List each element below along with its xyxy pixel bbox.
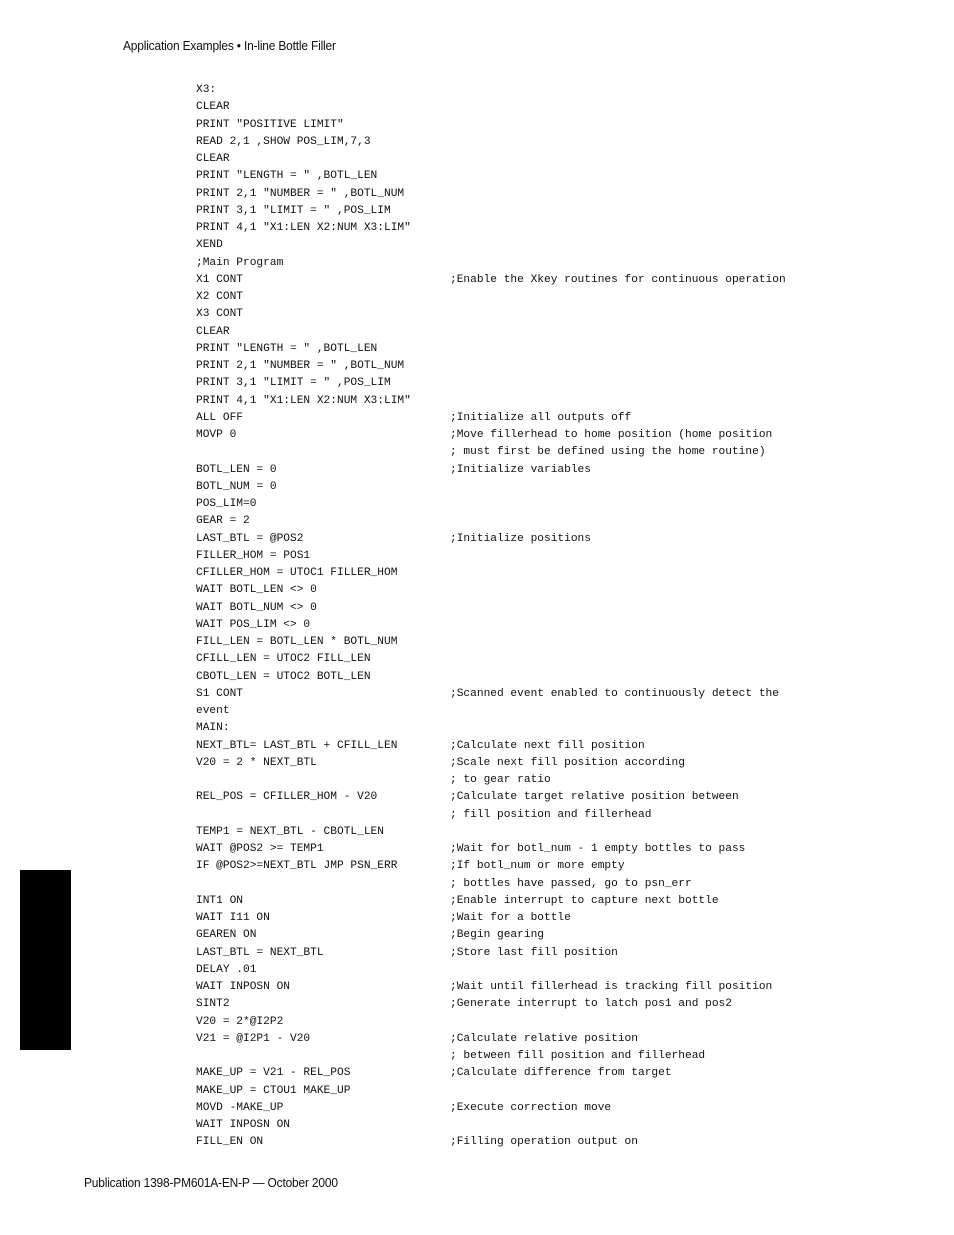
code-statement: LAST_BTL = NEXT_BTL <box>196 946 324 959</box>
code-statement: PRINT 4,1 "X1:LEN X2:NUM X3:LIM" <box>196 394 411 407</box>
code-comment <box>450 669 916 686</box>
code-line <box>196 893 916 910</box>
code-statement: X3: <box>196 84 217 96</box>
code-line <box>196 720 916 737</box>
code-statement: V21 = @I2P1 - V20 <box>196 1032 311 1045</box>
code-statement: INT1 ON <box>196 894 243 907</box>
code-statement: POS_LIM=0 <box>196 498 257 510</box>
code-line <box>196 117 916 134</box>
code-statement: REL_POS = CFILLER_HOM - V20 <box>196 791 378 804</box>
code-comment: ;Store last fill position <box>450 946 618 959</box>
code-line <box>196 1083 916 1100</box>
code-line <box>196 220 916 237</box>
code-line <box>196 669 916 686</box>
code-comment: ;Begin gearing <box>450 929 544 942</box>
code-comment: ;Enable interrupt to capture next bottle <box>450 894 719 907</box>
code-statement: BOTL_NUM = 0 <box>196 480 277 493</box>
chapter-side-tab <box>20 870 71 1050</box>
code-line <box>196 393 916 410</box>
code-line <box>196 979 916 996</box>
code-line <box>196 927 916 944</box>
code-comment <box>450 479 916 496</box>
code-comment <box>450 186 916 203</box>
code-line <box>196 651 916 668</box>
code-line <box>196 582 916 599</box>
code-statement: CLEAR <box>196 153 230 165</box>
code-line <box>196 755 916 772</box>
code-line <box>196 496 916 513</box>
code-comment: ;Move fillerhead to home position (home position <box>450 429 773 441</box>
code-comment: ;Calculate target relative position between <box>450 791 739 804</box>
code-line <box>196 962 916 979</box>
code-comment <box>450 134 916 151</box>
code-statement: DELAY .01 <box>196 963 257 976</box>
code-line <box>196 99 916 116</box>
code-comment <box>450 203 916 220</box>
code-statement: BOTL_LEN = 0 <box>196 463 277 476</box>
code-statement: X1 CONT <box>196 273 243 286</box>
code-line <box>196 186 916 203</box>
code-comment: ;Filling operation output on <box>450 1136 638 1149</box>
code-comment <box>450 548 916 565</box>
code-statement: MOVD -MAKE_UP <box>196 1101 284 1114</box>
code-line <box>196 134 916 151</box>
code-comment <box>450 289 916 306</box>
code-line <box>196 151 916 168</box>
code-statement: GEAREN ON <box>196 929 257 942</box>
code-statement: FILL_EN ON <box>196 1136 264 1149</box>
code-line <box>196 876 916 893</box>
code-comment: ; must first be defined using the home routine) <box>450 446 766 459</box>
code-line <box>196 1031 916 1048</box>
code-comment: ;Calculate difference from target <box>450 1067 672 1080</box>
code-comment <box>450 600 916 617</box>
code-statement: WAIT BOTL_LEN <> 0 <box>196 584 317 597</box>
code-line <box>196 375 916 392</box>
code-statement: CBOTL_LEN = UTOC2 BOTL_LEN <box>196 670 371 683</box>
code-statement: MAIN: <box>196 722 230 735</box>
code-comment: ;Execute correction move <box>450 1101 612 1114</box>
code-statement: LAST_BTL = @POS2 <box>196 532 304 545</box>
code-line <box>196 1065 916 1082</box>
code-comment <box>450 496 916 513</box>
code-statement: V20 = 2 * NEXT_BTL <box>196 756 317 769</box>
code-statement: PRINT "POSITIVE LIMIT" <box>196 118 344 131</box>
code-line <box>196 306 916 323</box>
code-comment: ;Wait until fillerhead is tracking fill position <box>450 981 773 993</box>
code-line <box>196 462 916 479</box>
code-line <box>196 703 916 720</box>
code-comment <box>450 99 916 116</box>
code-line <box>196 634 916 651</box>
code-comment <box>450 220 916 237</box>
code-statement: NEXT_BTL= LAST_BTL + CFILL_LEN <box>196 739 398 752</box>
code-line <box>196 358 916 375</box>
code-comment <box>450 1083 916 1100</box>
code-line <box>196 1134 916 1151</box>
code-statement: SINT2 <box>196 998 230 1011</box>
code-statement: CFILLER_HOM = UTOC1 FILLER_HOM <box>196 567 398 579</box>
code-comment <box>450 341 916 358</box>
code-line <box>196 1048 916 1065</box>
code-comment <box>450 375 916 392</box>
code-line <box>196 1014 916 1031</box>
code-line <box>196 444 916 461</box>
code-line <box>196 531 916 548</box>
page-header: Application Examples • In-line Bottle Filler <box>123 38 336 53</box>
code-line <box>196 1100 916 1117</box>
code-statement: PRINT 3,1 "LIMIT = " ,POS_LIM <box>196 204 391 217</box>
code-line <box>196 237 916 254</box>
code-comment <box>450 962 916 979</box>
code-line <box>196 858 916 875</box>
code-statement: CFILL_LEN = UTOC2 FILL_LEN <box>196 653 371 666</box>
code-statement: IF @POS2>=NEXT_BTL JMP PSN_ERR <box>196 860 398 873</box>
code-statement <box>196 444 450 461</box>
code-comment <box>450 324 916 341</box>
code-comment <box>450 513 916 530</box>
code-comment: ;If botl_num or more empty <box>450 860 625 873</box>
code-comment: ;Scanned event enabled to continuously detect the <box>450 687 779 700</box>
code-statement: GEAR = 2 <box>196 515 250 528</box>
code-statement <box>196 772 450 789</box>
code-comment <box>450 168 916 185</box>
code-statement: X2 CONT <box>196 291 243 303</box>
code-statement: MAKE_UP = CTOU1 MAKE_UP <box>196 1084 351 1097</box>
code-statement: FILL_LEN = BOTL_LEN * BOTL_NUM <box>196 636 398 648</box>
code-line <box>196 600 916 617</box>
code-comment <box>450 824 916 841</box>
code-line <box>196 548 916 565</box>
page-footer: Publication 1398-PM601A-EN-P — October 2000 <box>84 1175 338 1190</box>
code-comment <box>450 82 916 99</box>
code-line <box>196 1117 916 1134</box>
code-statement <box>196 876 450 893</box>
code-comment <box>450 306 916 323</box>
code-statement <box>196 807 450 824</box>
code-line <box>196 203 916 220</box>
code-statement: PRINT 4,1 "X1:LEN X2:NUM X3:LIM" <box>196 222 411 234</box>
code-comment: ;Initialize positions <box>450 532 591 545</box>
code-comment <box>450 237 916 254</box>
code-comment: ;Scale next fill position according <box>450 756 685 769</box>
code-statement <box>196 1048 450 1065</box>
code-line <box>196 513 916 530</box>
code-comment: ;Wait for botl_num - 1 empty bottles to pass <box>450 843 746 855</box>
code-line <box>196 807 916 824</box>
code-line <box>196 427 916 444</box>
code-line <box>196 341 916 358</box>
code-comment <box>450 720 916 737</box>
code-statement: MOVP 0 <box>196 429 237 441</box>
code-listing <box>196 82 916 1152</box>
code-comment: ; to gear ratio <box>450 774 551 786</box>
code-statement: WAIT BOTL_NUM <> 0 <box>196 601 317 614</box>
code-statement: MAKE_UP = V21 - REL_POS <box>196 1067 351 1080</box>
code-comment: ;Generate interrupt to latch pos1 and pos2 <box>450 998 732 1011</box>
code-statement: FILLER_HOM = POS1 <box>196 549 311 562</box>
code-line <box>196 168 916 185</box>
code-comment <box>450 634 916 651</box>
code-comment: ;Wait for a bottle <box>450 912 571 924</box>
code-statement: ;Main Program <box>196 256 284 269</box>
code-line <box>196 789 916 806</box>
code-comment <box>450 255 916 272</box>
code-comment <box>450 565 916 582</box>
code-line <box>196 686 916 703</box>
code-line <box>196 324 916 341</box>
code-comment <box>450 151 916 168</box>
code-statement: WAIT POS_LIM <> 0 <box>196 618 311 631</box>
code-line <box>196 772 916 789</box>
code-statement: PRINT "LENGTH = " ,BOTL_LEN <box>196 170 378 183</box>
code-comment: ;Initialize all outputs off <box>450 411 632 424</box>
code-comment: ;Calculate relative position <box>450 1032 638 1045</box>
code-comment <box>450 393 916 410</box>
code-statement: X3 CONT <box>196 308 243 321</box>
code-statement: PRINT 3,1 "LIMIT = " ,POS_LIM <box>196 377 391 390</box>
code-statement: CLEAR <box>196 325 230 338</box>
code-comment <box>450 617 916 634</box>
code-statement: WAIT @POS2 >= TEMP1 <box>196 843 324 855</box>
code-line <box>196 479 916 496</box>
code-comment: ; fill position and fillerhead <box>450 808 652 821</box>
code-statement: PRINT 2,1 "NUMBER = " ,BOTL_NUM <box>196 360 405 372</box>
code-comment: ;Calculate next fill position <box>450 739 645 752</box>
code-statement: WAIT INPOSN ON <box>196 1119 290 1131</box>
code-statement: PRINT 2,1 "NUMBER = " ,BOTL_NUM <box>196 187 405 200</box>
code-comment: ;Initialize variables <box>450 463 591 476</box>
code-line <box>196 945 916 962</box>
code-comment <box>450 1117 916 1134</box>
code-statement: S1 CONT <box>196 687 243 700</box>
code-statement: CLEAR <box>196 101 230 114</box>
code-line <box>196 910 916 927</box>
code-statement: READ 2,1 ,SHOW POS_LIM,7,3 <box>196 135 371 148</box>
code-comment <box>450 703 916 720</box>
code-statement: V20 = 2*@I2P2 <box>196 1015 284 1028</box>
code-statement: event <box>196 705 230 717</box>
code-line <box>196 841 916 858</box>
code-statement: ALL OFF <box>196 411 243 424</box>
code-statement: PRINT "LENGTH = " ,BOTL_LEN <box>196 342 378 355</box>
code-line <box>196 565 916 582</box>
code-comment: ; bottles have passed, go to psn_err <box>450 877 692 890</box>
code-line <box>196 996 916 1013</box>
code-line <box>196 255 916 272</box>
code-statement: WAIT I11 ON <box>196 912 270 924</box>
code-comment <box>450 582 916 599</box>
code-comment <box>450 358 916 375</box>
code-line <box>196 410 916 427</box>
code-statement: WAIT INPOSN ON <box>196 981 290 993</box>
code-line <box>196 738 916 755</box>
code-line <box>196 289 916 306</box>
code-line <box>196 272 916 289</box>
code-comment <box>450 651 916 668</box>
code-comment: ;Enable the Xkey routines for continuous operation <box>450 273 786 286</box>
code-line <box>196 617 916 634</box>
code-statement: XEND <box>196 239 223 252</box>
code-comment: ; between fill position and fillerhead <box>450 1050 706 1062</box>
code-line <box>196 824 916 841</box>
code-comment <box>450 117 916 134</box>
code-line <box>196 82 916 99</box>
code-statement: TEMP1 = NEXT_BTL - CBOTL_LEN <box>196 825 384 838</box>
code-comment <box>450 1014 916 1031</box>
